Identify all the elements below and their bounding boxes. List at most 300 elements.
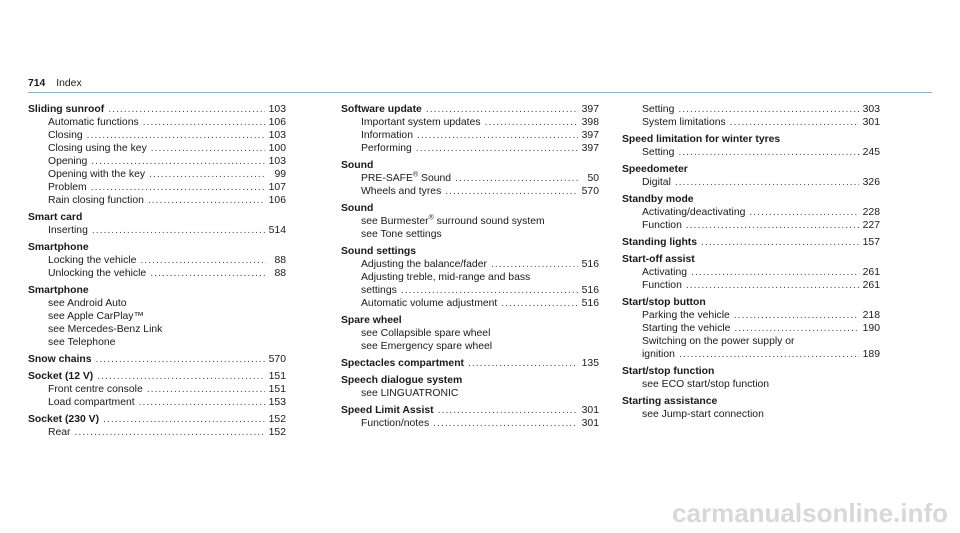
index-entry bbox=[341, 202, 599, 241]
leader-dots bbox=[91, 181, 265, 194]
index-entry bbox=[28, 211, 286, 237]
page-reference[interactable]: 303 bbox=[862, 104, 880, 115]
page-reference[interactable]: 227 bbox=[862, 220, 880, 231]
index-heading bbox=[622, 395, 880, 408]
heading-text bbox=[28, 211, 82, 224]
page-reference[interactable]: 514 bbox=[268, 225, 286, 236]
entry-label: Opening bbox=[48, 156, 88, 167]
page-reference[interactable]: 106 bbox=[268, 117, 286, 128]
heading-text bbox=[622, 395, 717, 408]
leader-dots bbox=[686, 219, 859, 232]
leader-dots bbox=[501, 297, 577, 310]
subentry-text bbox=[361, 340, 492, 353]
page-reference[interactable]: 397 bbox=[581, 104, 599, 115]
index-subentry bbox=[28, 336, 286, 349]
index-subentry bbox=[341, 172, 599, 185]
page-reference[interactable]: 103 bbox=[268, 156, 286, 167]
page-reference[interactable]: 301 bbox=[862, 117, 880, 128]
index-heading bbox=[622, 133, 880, 146]
index-subentry bbox=[28, 254, 286, 267]
index-entry bbox=[341, 357, 599, 370]
index-heading bbox=[622, 193, 880, 206]
index-subentry bbox=[341, 284, 599, 297]
leader-dots bbox=[150, 267, 266, 280]
heading-text bbox=[28, 103, 104, 116]
leader-dots bbox=[734, 322, 858, 335]
index-column-2 bbox=[341, 103, 599, 434]
subentry-text bbox=[642, 116, 726, 129]
subentry-text bbox=[48, 383, 143, 396]
leader-dots bbox=[97, 370, 264, 383]
subentry-text bbox=[642, 335, 794, 348]
subentry-text bbox=[48, 168, 145, 181]
index-subentry bbox=[341, 142, 599, 155]
entry-label: Setting bbox=[642, 104, 675, 115]
subentry-text bbox=[642, 408, 764, 421]
entry-label: Speedometer bbox=[622, 164, 688, 175]
page-reference[interactable]: 516 bbox=[581, 285, 599, 296]
page-reference[interactable]: 218 bbox=[862, 310, 880, 321]
entry-label: see LINGUATRONIC bbox=[361, 388, 459, 399]
page-reference[interactable]: 189 bbox=[862, 349, 880, 360]
heading-text bbox=[28, 413, 99, 426]
index-heading bbox=[28, 103, 286, 116]
heading-text bbox=[622, 133, 780, 146]
heading-text bbox=[341, 245, 416, 258]
leader-dots bbox=[96, 353, 265, 366]
subentry-text bbox=[48, 336, 115, 349]
index-entry bbox=[341, 245, 599, 310]
index-entry bbox=[622, 133, 880, 159]
leader-dots bbox=[445, 185, 577, 198]
index-entry bbox=[341, 314, 599, 353]
leader-dots bbox=[426, 103, 578, 116]
leader-dots bbox=[91, 155, 264, 168]
page-reference[interactable]: 190 bbox=[862, 323, 880, 334]
leader-dots bbox=[143, 116, 265, 129]
index-subentry bbox=[28, 168, 286, 181]
index-column-1 bbox=[28, 103, 286, 443]
entry-label: Automatic volume adjustment bbox=[361, 298, 498, 309]
page-reference[interactable]: 106 bbox=[268, 195, 286, 206]
leader-dots bbox=[730, 116, 859, 129]
index-subentry bbox=[341, 228, 599, 241]
index-entry bbox=[28, 241, 286, 280]
index-subentry bbox=[28, 383, 286, 396]
entry-label: Sound bbox=[341, 160, 374, 171]
index-subentry bbox=[341, 185, 599, 198]
leader-dots bbox=[75, 426, 265, 439]
page-reference[interactable]: 516 bbox=[581, 298, 599, 309]
subentry-text bbox=[361, 258, 487, 271]
entry-label: Spectacles compartment bbox=[341, 358, 465, 369]
heading-text bbox=[28, 370, 93, 383]
page-reference[interactable]: 570 bbox=[581, 186, 599, 197]
index-subentry bbox=[622, 219, 880, 232]
page-reference[interactable]: 151 bbox=[268, 384, 286, 395]
index-entry bbox=[28, 413, 286, 439]
index-subentry bbox=[28, 323, 286, 336]
heading-text bbox=[28, 353, 92, 366]
leader-dots bbox=[401, 284, 578, 297]
section-title: Index bbox=[56, 78, 82, 89]
index-subentry bbox=[28, 194, 286, 207]
index-subentry bbox=[28, 181, 286, 194]
page-reference[interactable]: 103 bbox=[268, 130, 286, 141]
subentry-text bbox=[48, 181, 87, 194]
index-entry bbox=[341, 404, 599, 430]
entry-label: Sound settings bbox=[341, 246, 417, 257]
index-heading bbox=[28, 284, 286, 297]
leader-dots bbox=[468, 357, 578, 370]
subentry-text bbox=[642, 206, 745, 219]
index-subentry bbox=[622, 335, 880, 348]
page-reference[interactable]: 99 bbox=[274, 169, 286, 180]
entry-label: Starting assistance bbox=[622, 396, 718, 407]
subentry-text bbox=[361, 172, 451, 185]
page-reference[interactable]: 397 bbox=[581, 143, 599, 154]
subentry-text bbox=[48, 310, 144, 323]
page-reference[interactable]: 50 bbox=[587, 173, 599, 184]
subentry-text bbox=[48, 224, 88, 237]
entry-label: Software update bbox=[341, 104, 422, 115]
entry-label: Information bbox=[361, 130, 413, 141]
index-subentry bbox=[622, 146, 880, 159]
entry-label: Socket (12 V) bbox=[28, 371, 94, 382]
subentry-text bbox=[361, 297, 497, 310]
entry-label: Smartphone bbox=[28, 242, 89, 253]
entry-label: see Mercedes-Benz Link bbox=[48, 324, 163, 335]
index-subentry bbox=[622, 103, 880, 116]
entry-label-continued: surround sound system bbox=[433, 216, 545, 227]
leader-dots bbox=[491, 258, 578, 271]
entry-label-continued: Sound bbox=[418, 173, 452, 184]
entry-label: Problem bbox=[48, 182, 87, 193]
subentry-text bbox=[48, 267, 146, 280]
index-heading bbox=[341, 314, 599, 327]
leader-dots bbox=[701, 236, 859, 249]
index-subentry bbox=[28, 155, 286, 168]
index-subentry bbox=[341, 271, 599, 284]
heading-text bbox=[622, 253, 695, 266]
subentry-text bbox=[642, 146, 674, 159]
entry-label: Load compartment bbox=[48, 397, 135, 408]
index-entry bbox=[622, 365, 880, 391]
subentry-text bbox=[48, 297, 127, 310]
index-subentry bbox=[622, 322, 880, 335]
header-divider bbox=[28, 92, 932, 93]
heading-text bbox=[341, 103, 422, 116]
leader-dots bbox=[433, 417, 577, 430]
subentry-text bbox=[642, 266, 687, 279]
index-subentry bbox=[341, 129, 599, 142]
leader-dots bbox=[485, 116, 578, 129]
leader-dots bbox=[139, 396, 265, 409]
heading-text bbox=[622, 296, 706, 309]
index-subentry bbox=[341, 297, 599, 310]
index-heading bbox=[28, 211, 286, 224]
heading-text bbox=[622, 365, 714, 378]
index-heading bbox=[341, 245, 599, 258]
page-reference[interactable]: 153 bbox=[268, 397, 286, 408]
page-reference[interactable]: 107 bbox=[268, 182, 286, 193]
page-number: 714 bbox=[28, 78, 46, 89]
index-subentry bbox=[341, 258, 599, 271]
subentry-text bbox=[361, 327, 490, 340]
entry-label: see Android Auto bbox=[48, 298, 127, 309]
entry-label: System limitations bbox=[642, 117, 726, 128]
page-reference[interactable]: 261 bbox=[862, 280, 880, 291]
index-entry bbox=[622, 103, 880, 129]
heading-text bbox=[341, 374, 462, 387]
index-subentry bbox=[622, 116, 880, 129]
index-heading bbox=[622, 296, 880, 309]
entry-label: Rear bbox=[48, 427, 71, 438]
page-reference[interactable]: 100 bbox=[268, 143, 286, 154]
leader-dots bbox=[103, 413, 265, 426]
subentry-text bbox=[361, 284, 397, 297]
index-entry bbox=[341, 103, 599, 155]
page-reference[interactable]: 301 bbox=[581, 405, 599, 416]
heading-text bbox=[341, 404, 434, 417]
index-subentry bbox=[28, 267, 286, 280]
index-heading bbox=[622, 163, 880, 176]
entry-label: Speed limitation for winter tyres bbox=[622, 134, 781, 145]
page-reference[interactable]: 157 bbox=[862, 237, 880, 248]
subentry-text bbox=[48, 426, 71, 439]
index-entry bbox=[622, 163, 880, 189]
index-heading bbox=[622, 365, 880, 378]
subentry-text bbox=[361, 215, 545, 228]
index-heading bbox=[341, 202, 599, 215]
subentry-text bbox=[48, 142, 147, 155]
entry-label: Function bbox=[642, 220, 682, 231]
subentry-text bbox=[361, 228, 442, 241]
page-header bbox=[28, 78, 82, 89]
page-reference[interactable]: 135 bbox=[581, 358, 599, 369]
index-subentry bbox=[622, 206, 880, 219]
entry-label: Switching on the power supply or bbox=[642, 336, 795, 347]
entry-label: Speech dialogue system bbox=[341, 375, 463, 386]
entry-label: Socket (230 V) bbox=[28, 414, 100, 425]
index-heading bbox=[28, 370, 286, 383]
page-reference[interactable]: 103 bbox=[268, 104, 286, 115]
entry-label: Start/stop button bbox=[622, 297, 706, 308]
page-reference[interactable]: 88 bbox=[274, 255, 286, 266]
entry-label: PRE-SAFE bbox=[361, 173, 413, 184]
leader-dots bbox=[691, 266, 859, 279]
index-entry bbox=[28, 284, 286, 349]
entry-label: Activating/deactivating bbox=[642, 207, 746, 218]
registered-mark: ® bbox=[412, 171, 419, 179]
entry-label: see Collapsible spare wheel bbox=[361, 328, 491, 339]
index-heading bbox=[341, 103, 599, 116]
index-heading bbox=[28, 353, 286, 366]
entry-label: Function bbox=[642, 280, 682, 291]
index-subentry bbox=[341, 417, 599, 430]
page-reference[interactable]: 301 bbox=[581, 418, 599, 429]
page-reference[interactable]: 516 bbox=[581, 259, 599, 270]
subentry-text bbox=[361, 417, 429, 430]
index-subentry bbox=[28, 142, 286, 155]
subentry-text bbox=[642, 176, 671, 189]
index-subentry bbox=[622, 309, 880, 322]
page-reference[interactable]: 398 bbox=[581, 117, 599, 128]
entry-label: see Apple CarPlay™ bbox=[48, 311, 144, 322]
index-subentry bbox=[28, 129, 286, 142]
index-subentry bbox=[622, 348, 880, 361]
entry-label: Digital bbox=[642, 177, 671, 188]
leader-dots bbox=[455, 172, 579, 185]
entry-label: Automatic functions bbox=[48, 117, 139, 128]
page-reference[interactable]: 397 bbox=[581, 130, 599, 141]
index-subentry bbox=[622, 408, 880, 421]
index-heading bbox=[341, 357, 599, 370]
page-reference[interactable]: 326 bbox=[862, 177, 880, 188]
leader-dots bbox=[148, 194, 265, 207]
leader-dots bbox=[416, 142, 578, 155]
entry-label: Setting bbox=[642, 147, 675, 158]
index-entry bbox=[341, 374, 599, 400]
entry-label: Unlocking the vehicle bbox=[48, 268, 147, 279]
heading-text bbox=[28, 241, 89, 254]
leader-dots bbox=[675, 176, 859, 189]
leader-dots bbox=[734, 309, 859, 322]
subentry-text bbox=[642, 378, 769, 391]
entry-label: Spare wheel bbox=[341, 315, 402, 326]
subentry-text bbox=[642, 348, 675, 361]
index-heading bbox=[341, 404, 599, 417]
entry-label: Adjusting treble, mid-range and bass bbox=[361, 272, 531, 283]
entry-label: Sliding sunroof bbox=[28, 104, 105, 115]
heading-text bbox=[341, 314, 402, 327]
index-entry bbox=[622, 395, 880, 421]
entry-label: see Emergency spare wheel bbox=[361, 341, 493, 352]
index-entry bbox=[622, 296, 880, 361]
index-entry bbox=[622, 193, 880, 232]
subentry-text bbox=[48, 194, 144, 207]
leader-dots bbox=[678, 146, 858, 159]
leader-dots bbox=[140, 254, 266, 267]
subentry-text bbox=[48, 155, 87, 168]
leader-dots bbox=[686, 279, 859, 292]
entry-label: Closing bbox=[48, 130, 83, 141]
subentry-text bbox=[48, 129, 83, 142]
index-entry bbox=[341, 159, 599, 198]
index-subentry bbox=[341, 327, 599, 340]
entry-label: Smartphone bbox=[28, 285, 89, 296]
entry-label: Sound bbox=[341, 203, 374, 214]
entry-label: Smart card bbox=[28, 212, 83, 223]
entry-label: Parking the vehicle bbox=[642, 310, 730, 321]
entry-label: Activating bbox=[642, 267, 688, 278]
subentry-text bbox=[642, 309, 730, 322]
entry-label: Closing using the key bbox=[48, 143, 147, 154]
index-subentry bbox=[28, 396, 286, 409]
subentry-text bbox=[361, 387, 458, 400]
index-heading bbox=[28, 413, 286, 426]
entry-label: Adjusting the balance/fader bbox=[361, 259, 487, 270]
page-reference[interactable]: 261 bbox=[862, 267, 880, 278]
subentry-text bbox=[361, 116, 481, 129]
index-subentry bbox=[341, 116, 599, 129]
index-heading bbox=[28, 241, 286, 254]
heading-text bbox=[341, 202, 373, 215]
entry-label: Start-off assist bbox=[622, 254, 695, 265]
subentry-text bbox=[48, 254, 136, 267]
page-reference[interactable]: 151 bbox=[268, 371, 286, 382]
page-reference[interactable]: 570 bbox=[268, 354, 286, 365]
leader-dots bbox=[417, 129, 578, 142]
entry-label: see Jump-start connection bbox=[642, 409, 764, 420]
leader-dots bbox=[678, 103, 858, 116]
index-subentry bbox=[622, 266, 880, 279]
leader-dots bbox=[438, 404, 578, 417]
entry-label: Starting the vehicle bbox=[642, 323, 731, 334]
entry-label: Function/notes bbox=[361, 418, 430, 429]
subentry-text bbox=[361, 129, 413, 142]
index-subentry bbox=[28, 116, 286, 129]
heading-text bbox=[622, 193, 694, 206]
leader-dots bbox=[87, 129, 265, 142]
index-subentry bbox=[28, 297, 286, 310]
entry-label: Rain closing function bbox=[48, 195, 144, 206]
leader-dots bbox=[149, 168, 266, 181]
index-subentry bbox=[28, 426, 286, 439]
page-reference[interactable]: 152 bbox=[268, 414, 286, 425]
index-subentry bbox=[341, 340, 599, 353]
entry-label: settings bbox=[361, 285, 397, 296]
index-subentry bbox=[622, 279, 880, 292]
subentry-text bbox=[48, 323, 162, 336]
index-subentry bbox=[622, 378, 880, 391]
entry-label: Speed Limit Assist bbox=[341, 405, 434, 416]
subentry-text bbox=[361, 185, 441, 198]
leader-dots bbox=[92, 224, 265, 237]
registered-mark: ® bbox=[428, 214, 434, 222]
leader-dots bbox=[679, 348, 859, 361]
heading-text bbox=[622, 163, 688, 176]
watermark-logo: carmanualsonline.info bbox=[672, 498, 948, 528]
entry-label: see Tone settings bbox=[361, 229, 442, 240]
index-heading bbox=[622, 236, 880, 249]
page-reference[interactable]: 88 bbox=[274, 268, 286, 279]
page-reference[interactable]: 228 bbox=[862, 207, 880, 218]
subentry-text bbox=[361, 142, 412, 155]
heading-text bbox=[341, 357, 464, 370]
subentry-text bbox=[361, 271, 530, 284]
heading-text bbox=[622, 236, 697, 249]
entry-label: Front centre console bbox=[48, 384, 143, 395]
entry-label: Opening with the key bbox=[48, 169, 146, 180]
entry-label: Important system updates bbox=[361, 117, 481, 128]
index-entry bbox=[28, 353, 286, 366]
entry-label: see Telephone bbox=[48, 337, 116, 348]
index-subentry bbox=[28, 310, 286, 323]
entry-label: see Burmester bbox=[361, 216, 429, 227]
page-reference[interactable]: 152 bbox=[268, 427, 286, 438]
subentry-text bbox=[642, 322, 730, 335]
subentry-text bbox=[48, 116, 139, 129]
index-subentry bbox=[622, 176, 880, 189]
page-reference[interactable]: 245 bbox=[862, 147, 880, 158]
index-entry bbox=[622, 236, 880, 249]
index-subentry bbox=[341, 215, 599, 228]
index-subentry bbox=[341, 387, 599, 400]
entry-label: Locking the vehicle bbox=[48, 255, 137, 266]
entry-label: Inserting bbox=[48, 225, 88, 236]
entry-label: Snow chains bbox=[28, 354, 92, 365]
